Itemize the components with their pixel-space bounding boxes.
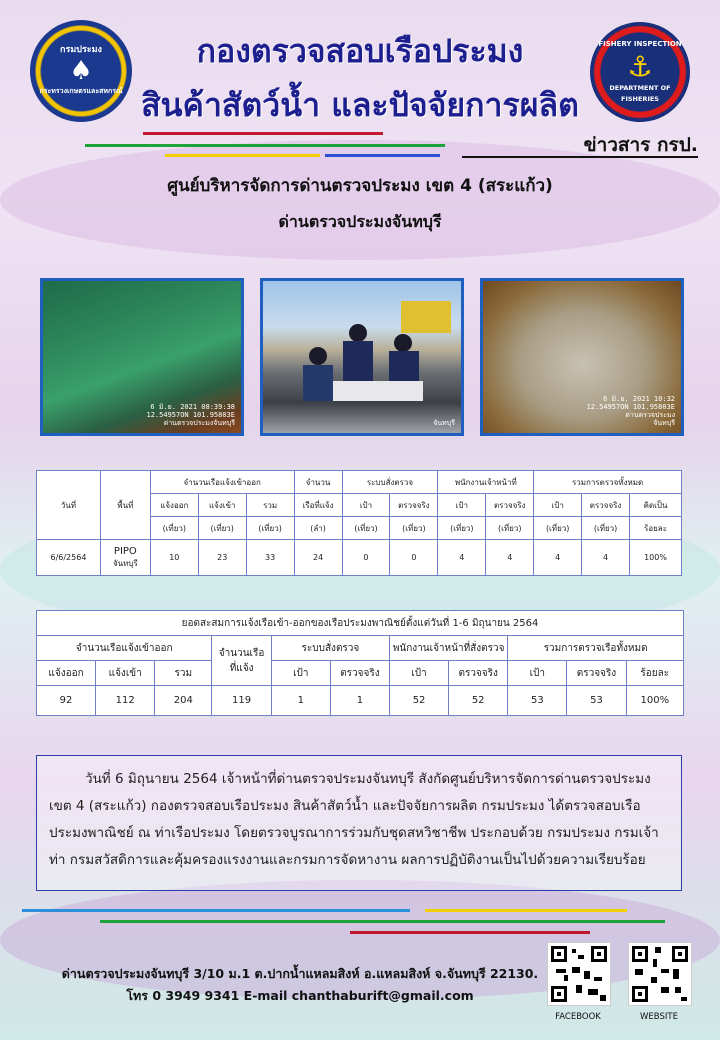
footer-contact: โทร 0 3949 9341 E-mail chanthaburift@gmail.com [126,988,474,1003]
cell-officer-target: 4 [438,540,486,576]
cell-officer-actual: 52 [449,686,508,716]
cell-total-actual: 4 [582,540,630,576]
page-title-line2: สินค้าสัตว์น้ำ และปัจจัยการผลิต [141,86,579,124]
cell-area: PIPO จันทบุรี [100,540,150,576]
photo-caption: 6 มิ.ย. 2021 08:39:38 12.54957ON 101.95803E ด่านตรวจประมงจันทบุรี [146,403,235,427]
header-notify-out: แจ้งออก [150,494,198,517]
footer-address: ด่านตรวจประมงจันทบุรี 3/10 ม.1 ต.ปากน้ำแหลมสิงห์ อ.แหลมสิงห์ จ.จันทบุรี 22130. [61,966,539,981]
header-total-actual: ตรวจจริง [582,494,630,517]
unit-cell: (เที่ยว) [342,517,390,540]
report-paragraph: วันที่ 6 มิถุนายน 2564 เจ้าหน้าที่ด่านตรวจประมงจันทบุรี สังกัดศูนย์บริหารจัดการด่านตรวจประมงเขต 4 (สระแก้ว) กองตรวจสอบเรือประมง สินค้าสัตว์น้ำ และปัจจัยการผลิต กรมประมง ได้ตรวจสอบเรือประมงพาณิชย์ ณ ท่าเรือประมง โดยตรวจบูรณาการร่วมกับชุดสหวิชาชีพ ประกอบด้วย กรมประมง กรมเจ้าท่า กรมสวัสดิการและคุ้มครองแรงงานและกรมการจัดหางาน ผลการปฏิบัติงานเป็นไปด้วยความเรียบร้อย [49,771,659,868]
header-total-target: เป้า [508,661,567,686]
header-officer-actual: ตรวจจริง [486,494,534,517]
center-heading: ศูนย์บริหารจัดการด่านตรวจประมง เขต 4 (สระแก้ว) [167,176,553,196]
header-notify-total: รวม [246,494,294,517]
table2-title: ยอดสะสมการแจ้งเรือเข้า-ออกของเรือประมงพาณิชย์ตั้งแต่วันที่ 1-6 มิถุนายน 2564 [37,611,684,636]
page-title-line1: กองตรวจสอบเรือประมง [196,32,524,70]
header-system-target: เป้า [271,661,330,686]
unit-cell: (เที่ยว) [438,517,486,540]
cell-system-actual: 0 [390,540,438,576]
cell-date: 6/6/2564 [37,540,101,576]
header-total-group: รวมการตรวจทั้งหมด [534,471,682,494]
header-area: พื้นที่ [100,471,150,540]
divider-line [100,920,665,923]
cell-notify-in: 23 [198,540,246,576]
header-officer-group: พนักงานเจ้าหน้าที่ [438,471,534,494]
facebook-qr-code[interactable] [547,942,611,1006]
website-qr-label: WEBSITE [640,1012,678,1022]
header-officer-actual: ตรวจจริง [449,661,508,686]
cell-system-actual: 1 [330,686,389,716]
header-notify-in: แจ้งเข้า [96,661,155,686]
unit-cell: (เที่ยว) [486,517,534,540]
divider-line [325,154,440,157]
header-count-group: จำนวน [294,471,342,494]
header-count-sub: เรือที่แจ้ง [294,494,342,517]
logo-left-subtext: กระทรวงเกษตรและสหกรณ์ [39,87,123,95]
header-notify-total: รวม [155,661,212,686]
header-officer-target: เป้า [390,661,449,686]
header-system-target: เป้า [342,494,390,517]
header-system-actual: ตรวจจริง [390,494,438,517]
divider-line [462,156,698,158]
logo-left-text: กรมประมง [60,45,102,55]
divider-line [85,144,445,147]
station-heading: ด่านตรวจประมงจันทบุรี [278,212,442,231]
unit-cell: (เที่ยว) [582,517,630,540]
cell-notify-total: 204 [155,686,212,716]
cell-percent: 100% [626,686,683,716]
cell-vessels: 119 [212,686,271,716]
cell-notify-total: 33 [246,540,294,576]
divider-line [350,931,590,934]
qr-code-icon [629,943,691,1005]
header-officer-group: พนักงานเจ้าหน้าที่สั่งตรวจ [390,636,508,661]
photo-caption: จันทบุรี [433,419,455,427]
divider-line [143,132,383,135]
cell-officer-target: 52 [390,686,449,716]
unit-cell: (เที่ยว) [390,517,438,540]
divider-line [425,909,627,912]
cell-percent: 100% [630,540,682,576]
header-total-group: รวมการตรวจเรือทั้งหมด [508,636,684,661]
emblem-icon: ♠ [69,56,93,86]
header-system-group: ระบบสั่งตรวจ [271,636,389,661]
header-notify-group: จำนวนเรือแจ้งเข้าออก [37,636,212,661]
cumulative-inspection-table [36,610,684,716]
cell-total-target: 53 [508,686,567,716]
report-paragraph-box [36,755,682,891]
photo-caption: 6 มิ.ย. 2021 10:32 12.54957ON 101.95803E ด่านตรวจประมง จันทบุรี [586,395,675,427]
unit-cell: (เที่ยว) [246,517,294,540]
divider-line [165,154,320,157]
unit-cell: (ลำ) [294,517,342,540]
department-of-fisheries-logo [30,20,132,122]
officers-illustration [263,281,461,433]
cell-notify-in: 112 [96,686,155,716]
header-total-actual: ตรวจจริง [567,661,626,686]
cell-system-target: 1 [271,686,330,716]
logo-right-subtext: DEPARTMENT OF FISHERIES [609,84,671,103]
website-qr-code[interactable] [628,942,692,1006]
cell-officer-actual: 4 [486,540,534,576]
unit-cell: (เที่ยว) [198,517,246,540]
cell-system-target: 0 [342,540,390,576]
facebook-qr-label: FACEBOOK [555,1012,601,1022]
header-date: วันที่ [37,471,101,540]
unit-cell: (เที่ยว) [150,517,198,540]
fishery-inspection-logo [590,22,690,122]
header-officer-target: เป้า [438,494,486,517]
cell-vessels: 24 [294,540,342,576]
cell-notify-out: 10 [150,540,198,576]
header-percent: คิดเป็น [630,494,682,517]
unit-cell: (เที่ยว) [534,517,582,540]
unit-cell: ร้อยละ [630,517,682,540]
news-label: ข่าวสาร กรป. [583,134,698,156]
logo-right-text: FISHERY INSPECTION [598,40,682,48]
header-percent: ร้อยละ [626,661,683,686]
cell-total-actual: 53 [567,686,626,716]
header-system-group: ระบบสั่งตรวจ [342,471,438,494]
header-total-target: เป้า [534,494,582,517]
shield-icon: ⚓ [627,50,653,83]
cell-total-target: 4 [534,540,582,576]
header-notify-in: แจ้งเข้า [198,494,246,517]
header-count-group: จำนวนเรือ ที่แจ้ง [212,636,271,686]
photo-fish-catch [480,278,684,436]
daily-inspection-table [36,470,682,576]
photo-fishing-net [40,278,244,436]
photo-officers-inspection [260,278,464,436]
header-system-actual: ตรวจจริง [330,661,389,686]
header-notify-out: แจ้งออก [37,661,96,686]
header-notify-group: จำนวนเรือแจ้งเข้าออก [150,471,294,494]
divider-line [22,909,410,912]
qr-code-icon [548,943,610,1005]
cell-notify-out: 92 [37,686,96,716]
